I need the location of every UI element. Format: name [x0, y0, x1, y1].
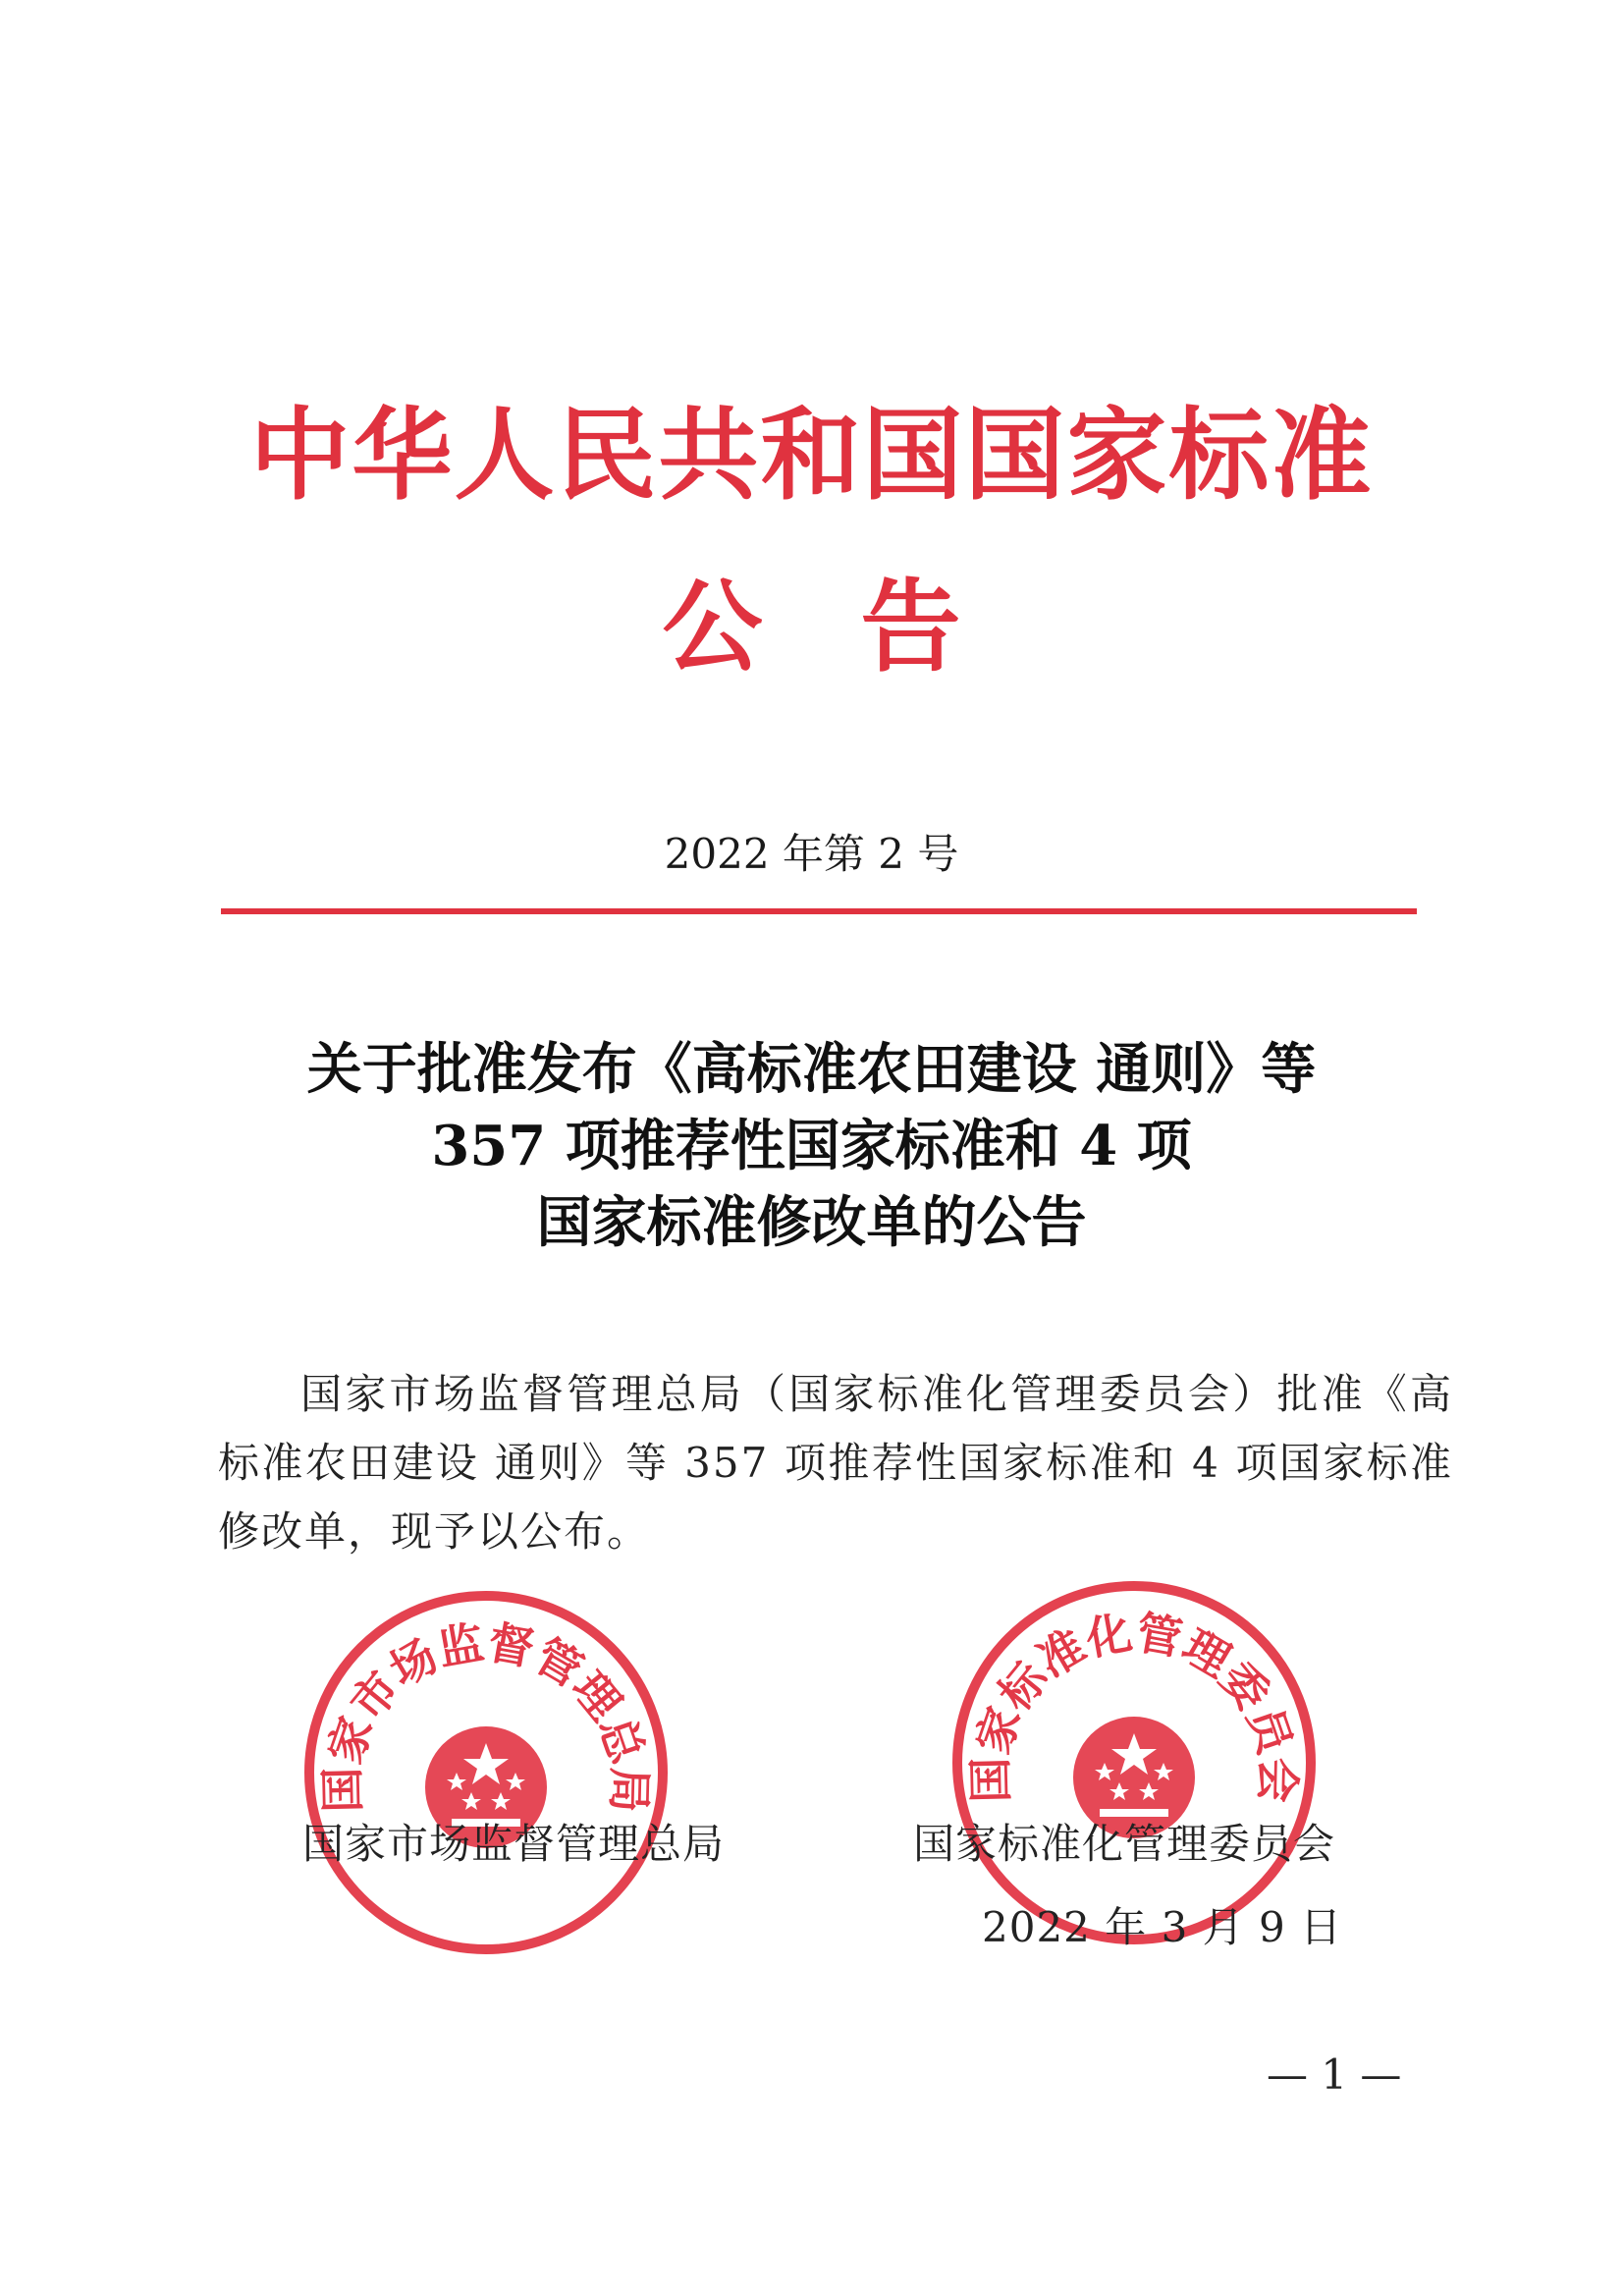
signature-samr: 国家市场监督管理总局 [302, 1820, 726, 1868]
signature-sac: 国家标准化管理委员会 [913, 1820, 1336, 1868]
seal-emblem-svg [952, 1581, 1316, 1944]
red-divider [221, 908, 1417, 914]
seal-arc-text: 国家市场监督管理总局 [315, 1614, 657, 1814]
announcement-body: 国家市场监督管理总局（国家标准化管理委员会）批准《高标准农田建设 通则》等 357 项推荐性国家标准和 4 项国家标准修改单，现予以公布。 [218, 1370, 1453, 1556]
seal-arc-text: 国家标准化管理委员会 [963, 1605, 1305, 1804]
seal-emblem-svg [304, 1591, 668, 1954]
document-title-line-2: 357 项推荐性国家标准和 4 项 [431, 1114, 1192, 1178]
official-seal-samr [304, 1591, 668, 1954]
document-title [0, 1031, 1623, 1261]
announcement-header: 公告 [662, 570, 1059, 686]
standard-header-title: 中华人民共和国国家标准 [249, 398, 1374, 515]
document-title-line-1: 关于批准发布《高标准农田建设 通则》等 [306, 1037, 1317, 1102]
official-seal-sac [952, 1581, 1316, 1944]
issue-date: 2022 年 3 月 9 日 [982, 1903, 1343, 1951]
issue-number: 2022 年第 2 号 [664, 830, 959, 878]
page-number: — 1 — [1267, 2050, 1402, 2099]
document-title-line-3: 国家标准修改单的公告 [536, 1190, 1087, 1255]
